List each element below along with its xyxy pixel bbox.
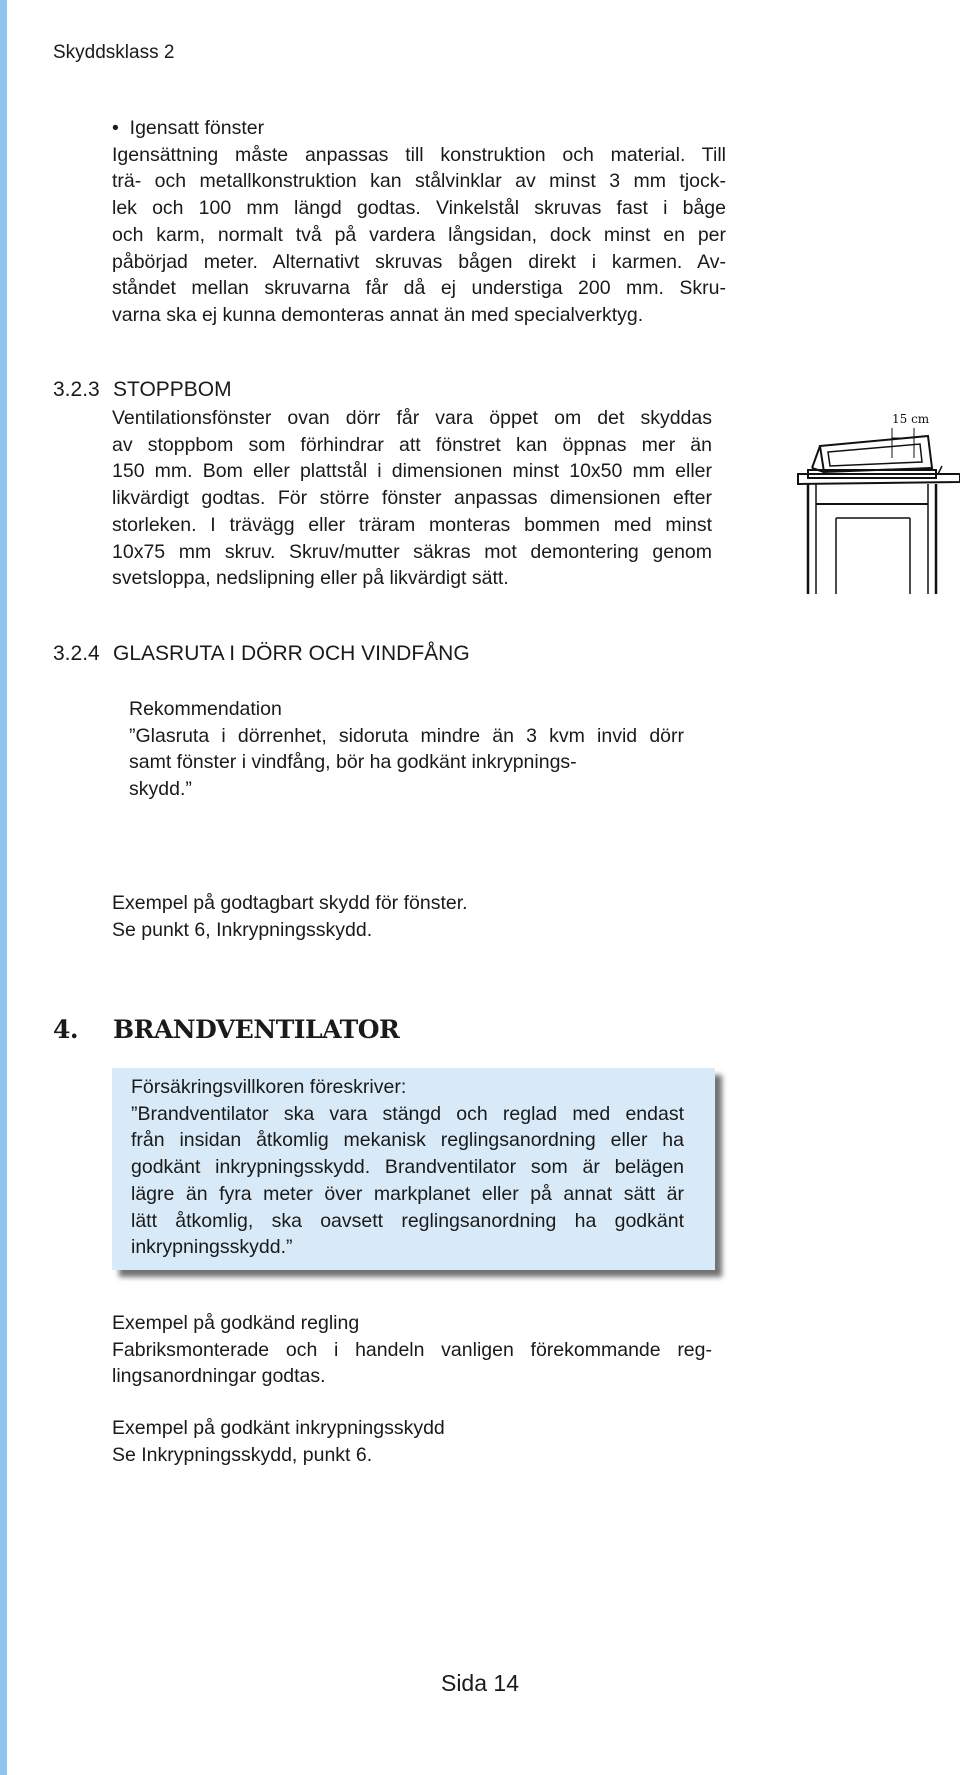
text-line: svetsloppa, nedslipning eller på likvärdigt sätt. bbox=[112, 567, 509, 590]
text-line: 10x75 mm skruv. Skruv/mutter säkras mot demontering genom bbox=[112, 540, 712, 563]
stoppbom-text bbox=[112, 405, 712, 592]
chapter-heading bbox=[53, 1015, 399, 1044]
text-line: varna ska ej kunna demonteras annat än med specialverktyg. bbox=[112, 303, 644, 326]
example-block-324 bbox=[112, 890, 468, 943]
text-line: samt fönster i vindfång, bör ha godkänt inkrypnings- bbox=[129, 751, 577, 774]
illustration-dimension-label: 15 cm bbox=[892, 412, 930, 426]
chapter-number: 4. bbox=[53, 1015, 79, 1044]
insurance-terms-text bbox=[131, 1074, 684, 1261]
text-line: godkänt inkrypningsskydd. Brandventilator som är belägen bbox=[131, 1156, 684, 1179]
example-title: Exempel på godkänd regling bbox=[112, 1312, 360, 1334]
section-number: 3.2.3 bbox=[53, 378, 100, 401]
section-323-heading bbox=[53, 378, 232, 402]
text-line: lägre än fyra meter över markplanet eller på annat sätt är bbox=[131, 1182, 684, 1205]
text-line: Ventilationsfönster ovan dörr får vara öppet om det skyddas bbox=[112, 407, 712, 429]
text-line: lätt åtkomlig, ska oavsett reglingsanordning ha godkänt bbox=[131, 1209, 684, 1232]
text-line: Se punkt 6, Inkrypningsskydd. bbox=[112, 918, 373, 941]
igensatt-title-row bbox=[112, 115, 726, 142]
text-line: trä- och metallkonstruktion kan stålvinklar av minst 3 mm tjock- bbox=[112, 170, 726, 193]
stoppbom-illustration bbox=[792, 408, 960, 594]
igensatt-title: Igensatt fönster bbox=[129, 117, 265, 139]
text-line: påbörjad meter. Alternativt skruvas bågen direkt i karmen. Av- bbox=[112, 250, 726, 273]
text-line: av stoppbom som förhindrar att fönstret kan öppnas mer än bbox=[112, 433, 712, 456]
chapter-title: BRANDVENTILATOR bbox=[113, 1015, 400, 1044]
section-title: GLASRUTA I DÖRR OCH VINDFÅNG bbox=[113, 642, 470, 665]
text-line: skydd.” bbox=[129, 778, 192, 801]
text-line: inkrypningsskydd.” bbox=[131, 1236, 293, 1259]
section-324-heading bbox=[53, 642, 470, 666]
text-line: 150 mm. Bom eller plattstål i dimensionen minst 10x50 mm eller bbox=[112, 460, 712, 483]
example-skydd-block bbox=[112, 1415, 445, 1468]
page-number: Sida 14 bbox=[440, 1670, 519, 1696]
text-line: lek och 100 mm längd godtas. Vinkelstål skruvas fast i båge bbox=[112, 197, 726, 220]
text-line: ”Glasruta i dörrenhet, sidoruta mindre än 3 kvm invid dörr bbox=[129, 724, 684, 747]
text-line: ståndet mellan skruvarna får då ej understiga 200 mm. Skru- bbox=[112, 277, 726, 300]
page-margin-stripe bbox=[0, 0, 7, 1775]
example-title: Exempel på godkänt inkrypningsskydd bbox=[112, 1417, 445, 1439]
text-line: och karm, normalt två på vardera långsidan, dock minst en per bbox=[112, 223, 726, 246]
recommendation-block bbox=[129, 696, 684, 803]
text-line: ”Brandventilator ska vara stängd och reglad med endast bbox=[131, 1102, 684, 1125]
example-regling-block bbox=[112, 1310, 712, 1390]
text-line: Se Inkrypningsskydd, punkt 6. bbox=[112, 1443, 373, 1466]
text-line: från insidan åtkomlig mekanisk reglingsanordning eller ha bbox=[131, 1129, 684, 1152]
text-line: likvärdigt godtas. För större fönster anpassas dimensionen efter bbox=[112, 487, 712, 510]
text-line: Exempel på godtagbart skydd för fönster. bbox=[112, 892, 468, 914]
text-line: lingsanordningar godtas. bbox=[112, 1365, 326, 1388]
recommendation-title: Rekommendation bbox=[129, 698, 282, 720]
igensatt-block bbox=[112, 115, 726, 329]
page-header: Skyddsklass 2 bbox=[53, 42, 175, 63]
bullet-icon: • bbox=[112, 117, 119, 139]
section-number: 3.2.4 bbox=[53, 642, 100, 665]
box-title: Försäkringsvillkoren föreskriver: bbox=[131, 1076, 407, 1098]
text-line: Igensättning måste anpassas till konstruktion och material. Till bbox=[112, 143, 726, 166]
text-line: storleken. I trävägg eller träram monteras bommen med minst bbox=[112, 513, 712, 536]
text-line: Fabriksmonterade och i handeln vanligen förekommande reg- bbox=[112, 1338, 712, 1361]
section-title: STOPPBOM bbox=[113, 378, 232, 401]
